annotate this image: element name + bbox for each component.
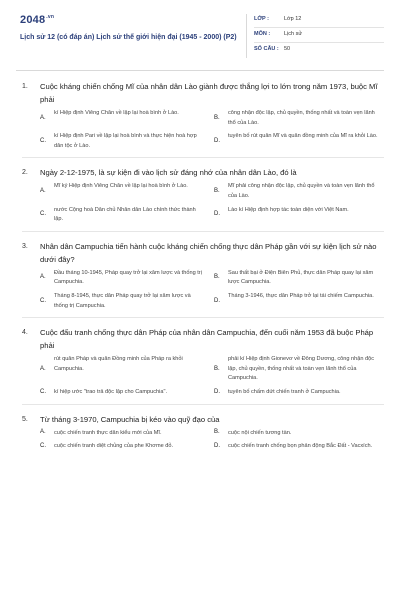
option-text: Tháng 8-1945, thực dân Pháp quay trở lại xâm lược và thống trị Campuchia. (54, 292, 191, 309)
option-text: Tháng 3-1946, thực dân Pháp trở lại tái chiếm Campuchia. (228, 292, 374, 299)
option-text: nước Cộng hoà Dân chủ Nhân dân Lào chính thức thành lập. (54, 206, 196, 223)
question-list (0, 70, 400, 452)
question-2 (0, 166, 400, 231)
option-d[interactable] (214, 442, 388, 452)
option-d[interactable] (214, 292, 388, 311)
option-text: tuyên bố rút quân Mĩ và quân đồng minh của Mĩ ra khỏi Lào. (228, 133, 378, 140)
option-letter: C. (40, 443, 46, 450)
option-d[interactable] (214, 206, 388, 225)
answer-options (40, 355, 384, 397)
question-4 (0, 326, 400, 404)
option-a[interactable] (40, 182, 214, 201)
option-letter: D. (214, 137, 220, 144)
option-text: phải kí Hiệp định Gionevơ về Đông Dương, công nhận độc lập, chủ quyền, thống nhất và toàn vẹn lãnh thổ của Campuchia. (228, 356, 375, 382)
option-text: cuộc nội chiến tương tàn. (228, 429, 292, 436)
option-letter: A. (40, 429, 46, 436)
logo-tld: .vn (46, 14, 55, 20)
option-c[interactable] (40, 442, 214, 452)
option-letter: A. (40, 274, 46, 281)
option-text: kí Hiệp định Viêng Chăn về lập lại hoà bình ở Lào. (54, 110, 179, 116)
option-text: Lào kí Hiệp định hợp tác toàn diện với Việt Nam. (228, 206, 349, 213)
question-3 (0, 240, 400, 318)
question-separator (22, 317, 384, 318)
option-letter: A. (40, 365, 46, 372)
option-c[interactable] (40, 292, 214, 311)
meta-subject-label: MÔN : (254, 31, 271, 37)
option-text: rút quân Pháp và quân Đồng minh của Pháp ra khỏi Campuchia. (54, 356, 183, 372)
option-text: cuộc chiến tranh diệt chủng của phe Khơme đỏ. (54, 443, 174, 450)
option-letter: B. (214, 274, 220, 281)
option-b[interactable] (214, 429, 388, 439)
option-b[interactable] (214, 269, 388, 288)
question-separator (22, 157, 384, 158)
meta-subject-value: Lịch sử (284, 31, 303, 37)
answer-options (40, 429, 384, 452)
option-letter: A. (40, 188, 46, 195)
option-letter: D. (214, 211, 220, 218)
option-a[interactable] (40, 109, 214, 128)
meta-subject (254, 31, 384, 43)
question-5 (0, 413, 400, 452)
option-d[interactable] (214, 132, 388, 151)
question-number: 5. (22, 415, 28, 423)
answer-options (40, 269, 384, 311)
site-logo[interactable] (20, 14, 54, 26)
question-number: 4. (22, 329, 28, 337)
option-text: kí Hiệp định Pari về lập lại hoà bình và thực hiện hoà hợp dân tộc ở Lào. (54, 133, 197, 149)
option-a[interactable] (40, 429, 214, 439)
question-separator (22, 404, 384, 405)
meta-count-label: SỐ CÂU : (254, 46, 279, 52)
header-divider (246, 14, 247, 58)
meta-class-label: LỚP : (254, 16, 269, 22)
option-letter: C. (40, 211, 46, 218)
option-text: tuyên bố chấm dứt chiến tranh ở Campuchia. (228, 388, 341, 395)
question-text: Cuộc đấu tranh chống thực dân Pháp của nhân dân Campuchia, đến cuối năm 1953 đã buộc Pháp phải (40, 328, 374, 351)
option-b[interactable] (214, 109, 388, 128)
answer-options (40, 182, 384, 224)
option-letter: C. (40, 137, 46, 144)
document-title: Lịch sử 12 (có đáp án) Lịch sử thế giới hiện đại (1945 - 2000) (P2) (20, 34, 237, 41)
option-text: công nhận độc lập, chủ quyền, thống nhất và toàn vẹn lãnh thổ của Lào. (228, 110, 375, 126)
option-letter: C. (40, 388, 46, 395)
option-c[interactable] (40, 388, 214, 398)
option-text: kí hiệp ước "trao trả độc lập cho Campuchia". (54, 388, 168, 395)
option-c[interactable] (40, 206, 214, 225)
meta-count-value: 50 (284, 46, 291, 52)
option-b[interactable] (214, 355, 388, 384)
option-b[interactable] (214, 182, 388, 201)
option-text: Đầu tháng 10-1945, Pháp quay trở lại xâm lược và thống trị Campuchia. (54, 269, 202, 286)
option-letter: B. (214, 114, 220, 121)
question-number: 2. (22, 169, 28, 177)
meta-class-value: Lớp 12 (284, 16, 302, 22)
question-1 (0, 80, 400, 158)
option-d[interactable] (214, 388, 388, 398)
option-text: Mĩ phải công nhận độc lập, chủ quyền và toàn vẹn lãnh thổ của Lào. (228, 183, 375, 199)
question-number: 1. (22, 83, 28, 90)
meta-class (254, 16, 384, 28)
question-text: Cuộc kháng chiến chống Mĩ của nhân dân Lào giành được thắng lợi to lớn trong năm 1973, buộc Mĩ phải (40, 82, 378, 104)
question-separator (22, 231, 384, 232)
option-text: cuộc chiến tranh chống bọn phản động Bắc Đất - Vacxích. (228, 443, 373, 450)
option-c[interactable] (40, 132, 214, 151)
option-text: Mĩ ký Hiệp định Viêng Chăn về lập lại hoà bình ở Lào. (54, 183, 188, 190)
option-letter: B. (214, 365, 220, 372)
option-a[interactable] (40, 269, 214, 288)
option-text: cuộc chiến tranh thực dân kiểu mới của Mĩ. (54, 429, 162, 436)
option-letter: D. (214, 443, 220, 450)
option-letter: A. (40, 114, 46, 121)
question-text: Ngày 2-12-1975, là sự kiện đi vào lịch sử đáng nhớ của nhân dân Lào, đó là (40, 168, 297, 178)
option-letter: B. (214, 188, 220, 195)
option-letter: B. (214, 429, 220, 436)
option-letter: D. (214, 388, 220, 395)
option-a[interactable] (40, 355, 214, 384)
logo-main: 2048 (20, 14, 46, 26)
option-letter: D. (214, 297, 220, 304)
answer-options (40, 109, 384, 151)
question-text: Nhân dân Campuchia tiến hành cuộc kháng chiến chống thực dân Pháp gần với sự kiện lịch sử nào dưới đây? (40, 241, 377, 264)
option-letter: C. (40, 297, 46, 304)
page-header (0, 0, 400, 64)
option-text: Sau thất bại ở Điện Biên Phủ, thực dân Pháp quay lại xâm lược Campuchia. (228, 269, 374, 286)
meta-count (254, 46, 384, 57)
question-number: 3. (22, 242, 28, 250)
question-text: Từ tháng 3-1970, Campuchia bị kéo vào quỹ đạo của (40, 414, 220, 424)
